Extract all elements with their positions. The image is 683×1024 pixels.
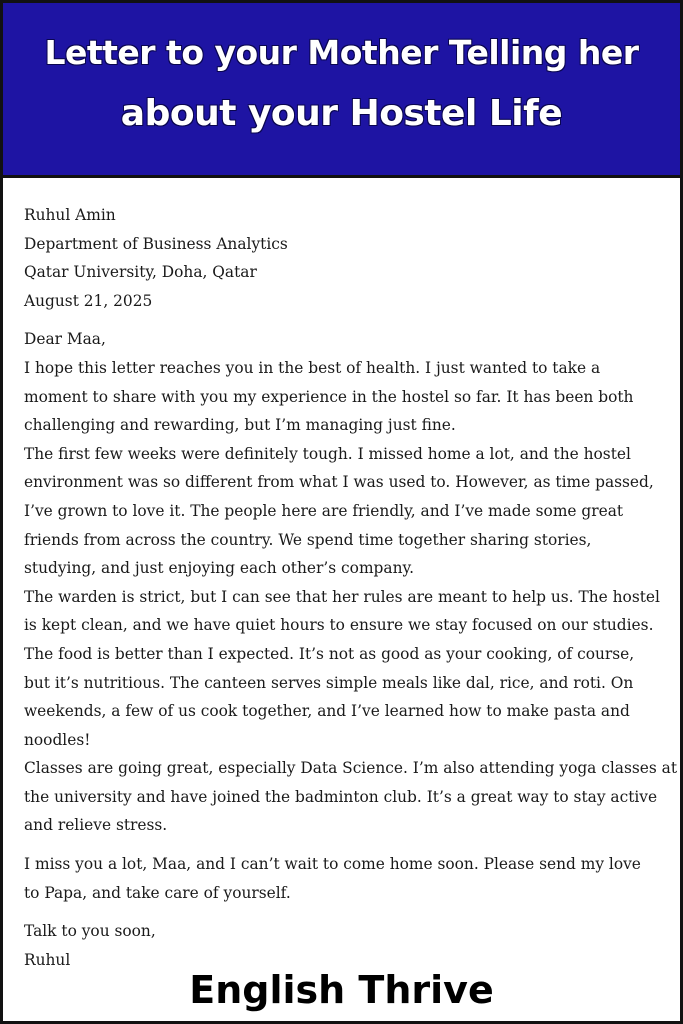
title-banner: [3, 3, 680, 178]
text-line: the university and have joined the badminton club. It’s a great way to stay active: [24, 787, 658, 806]
title-line-1: Letter to your Mother Telling her: [44, 33, 639, 72]
closing: [24, 917, 664, 974]
paragraph-4: [24, 754, 678, 840]
text-line: is kept clean, and we have quiet hours to ensure we stay focused on our studies.: [24, 616, 654, 635]
text-line: friends from across the country. We spend time together sharing stories,: [24, 530, 592, 549]
text-line: studying, and just enjoying each other’s company.: [24, 559, 415, 578]
text-line: The first few weeks were definitely tough. I missed home a lot, and the hostel: [24, 444, 631, 463]
paragraph-1: [24, 354, 664, 440]
text-line: I miss you a lot, Maa, and I can’t wait to come home soon. Please send my love: [24, 855, 641, 874]
text-line: moment to share with you my experience in the hostel so far. It has been both: [24, 387, 634, 406]
text-line: Classes are going great, especially Data Science. I’m also attending yoga classes at: [24, 759, 678, 778]
paragraph-2: [24, 440, 664, 583]
text-line: but it’s nutritious. The canteen serves simple meals like dal, rice, and roti. On: [24, 673, 634, 692]
paragraph-5: [24, 850, 664, 907]
text-line: noodles!: [24, 730, 91, 749]
sender-address: [24, 201, 664, 315]
text-line: and relieve stress.: [24, 816, 168, 835]
brand-watermark: English Thrive: [189, 968, 494, 1012]
salutation: Dear Maa,: [24, 330, 106, 349]
sender-name: Ruhul Amin: [24, 206, 116, 224]
sender-department: Department of Business Analytics: [24, 234, 288, 253]
letter-date: August 21, 2025: [24, 291, 153, 310]
text-line: weekends, a few of us cook together, and I’ve learned how to make pasta and: [24, 702, 630, 721]
paragraph-3: [24, 583, 664, 755]
text-line: The warden is strict, but I can see that her rules are meant to help us. The hostel: [24, 587, 660, 606]
text-line: The food is better than I expected. It’s not as good as your cooking, of course,: [24, 644, 635, 663]
title-line-2: about your Hostel Life: [120, 93, 563, 134]
text-line: challenging and rewarding, but I’m managing just fine.: [24, 416, 456, 435]
text-line: to Papa, and take care of yourself.: [24, 883, 291, 902]
sender-institution: Qatar University, Doha, Qatar: [24, 263, 257, 282]
closing-line: Talk to you soon,: [24, 922, 156, 941]
letter-body: [24, 201, 678, 974]
text-line: I hope this letter reaches you in the best of health. I just wanted to take a: [24, 358, 601, 377]
text-line: I’ve grown to love it. The people here are friendly, and I’ve made some great: [24, 501, 624, 520]
signature: Ruhul: [24, 950, 71, 969]
text-line: environment was so different from what I was used to. However, as time passed,: [24, 473, 654, 492]
